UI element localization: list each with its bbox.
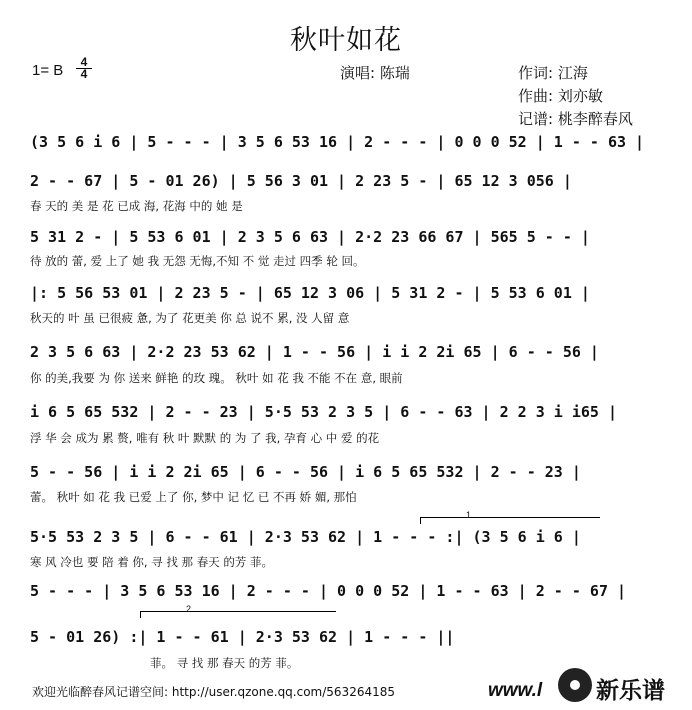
site-watermark: www.l <box>488 680 543 701</box>
score-notes-row: (3 5 6 i 6 | 5 - - - | 3 5 6 53 16 | 2 - - - | 0 0 0 52 | 1 - - 63 | <box>30 133 645 151</box>
key-signature: 1= B <box>32 62 64 79</box>
vinyl-disc-icon <box>558 668 592 702</box>
score-notes-row: |: 5 56 53 01 | 2 23 5 - | 65 12 3 06 | 5 31 2 - | 5 53 6 01 | <box>30 284 590 302</box>
lyrics-row: 春 天的 美 是 花 已成 海, 花海 中的 她 是 <box>30 199 243 213</box>
score-notes-row: 2 3 5 6 63 | 2·2 23 53 62 | 1 - - 56 | i i 2 2i 65 | 6 - - 56 | <box>30 343 599 361</box>
volta-number-1: 1 <box>466 510 472 520</box>
lyricist-credit: 作词: 江海 <box>518 64 588 82</box>
time-signature-top: 4 <box>80 55 88 69</box>
lyrics-row: 秋天的 叶 虽 已很疲 惫, 为了 花更美 你 总 说不 累, 没 人留 意 <box>30 311 350 325</box>
lyrics-row: 你 的美,我要 为 你 送来 鲜艳 的玫 瑰。 秋叶 如 花 我 不能 不在 意, 眼前 <box>30 371 403 385</box>
site-logo: 新乐谱 <box>596 678 665 704</box>
footer-text: 欢迎光临醉春风记谱空间: http://user.qzone.qq.com/563264185 <box>32 685 396 699</box>
volta-number-2: 2 <box>186 604 192 614</box>
score-notes-row: 5 - 01 26) :| 1 - - 61 | 2·3 53 62 | 1 - - - || <box>30 628 455 646</box>
singer-credit: 演唱: 陈瑞 <box>340 64 410 82</box>
volta-bracket-1-tick <box>420 517 421 524</box>
score-notes-row: 5 31 2 - | 5 53 6 01 | 2 3 5 6 63 | 2·2 23 66 67 | 565 5 - - | <box>30 228 590 246</box>
score-notes-row: 2 - - 67 | 5 - 01 26) | 5 56 3 01 | 2 23 5 - | 65 12 3 056 | <box>30 172 572 190</box>
volta-bracket-2 <box>140 611 336 612</box>
volta-bracket-1 <box>420 517 600 518</box>
lyrics-row: 寒 风 冷也 要 陪 着 你, 寻 找 那 春天 的芳 菲。 <box>30 555 274 569</box>
lyrics-row: 浮 华 会 成为 累 赘, 唯有 秋 叶 默默 的 为 了 我, 孕育 心 中 爱 的花 <box>30 431 380 445</box>
transcriber-credit: 记谱: 桃李醉春风 <box>518 110 633 128</box>
time-signature <box>76 57 92 80</box>
time-signature-bottom: 4 <box>76 68 92 80</box>
volta-bracket-2-tick <box>140 611 141 618</box>
score-notes-row: i 6 5 65 532 | 2 - - 23 | 5·5 53 2 3 5 | 6 - - 63 | 2 2 3 i i65 | <box>30 403 617 421</box>
lyrics-row: 蕾。 秋叶 如 花 我 已爱 上了 你, 梦中 记 忆 已 不再 娇 媚, 那怕 <box>30 490 357 504</box>
lyrics-row: 待 放的 蕾, 爱 上了 她 我 无怨 无悔,不知 不 觉 走过 四季 轮 回。 <box>30 254 365 268</box>
song-title: 秋叶如花 <box>290 25 402 56</box>
score-notes-row: 5 - - 56 | i i 2 2i 65 | 6 - - 56 | i 6 5 65 532 | 2 - - 23 | <box>30 463 581 481</box>
composer-credit: 作曲: 刘亦敏 <box>518 87 603 105</box>
score-notes-row: 5 - - - | 3 5 6 53 16 | 2 - - - | 0 0 0 52 | 1 - - 63 | 2 - - 67 | <box>30 582 627 600</box>
lyrics-row: 菲。 寻 找 那 春天 的芳 菲。 <box>150 656 299 670</box>
score-notes-row: 5·5 53 2 3 5 | 6 - - 61 | 2·3 53 62 | 1 - - - :| (3 5 6 i 6 | <box>30 528 581 546</box>
